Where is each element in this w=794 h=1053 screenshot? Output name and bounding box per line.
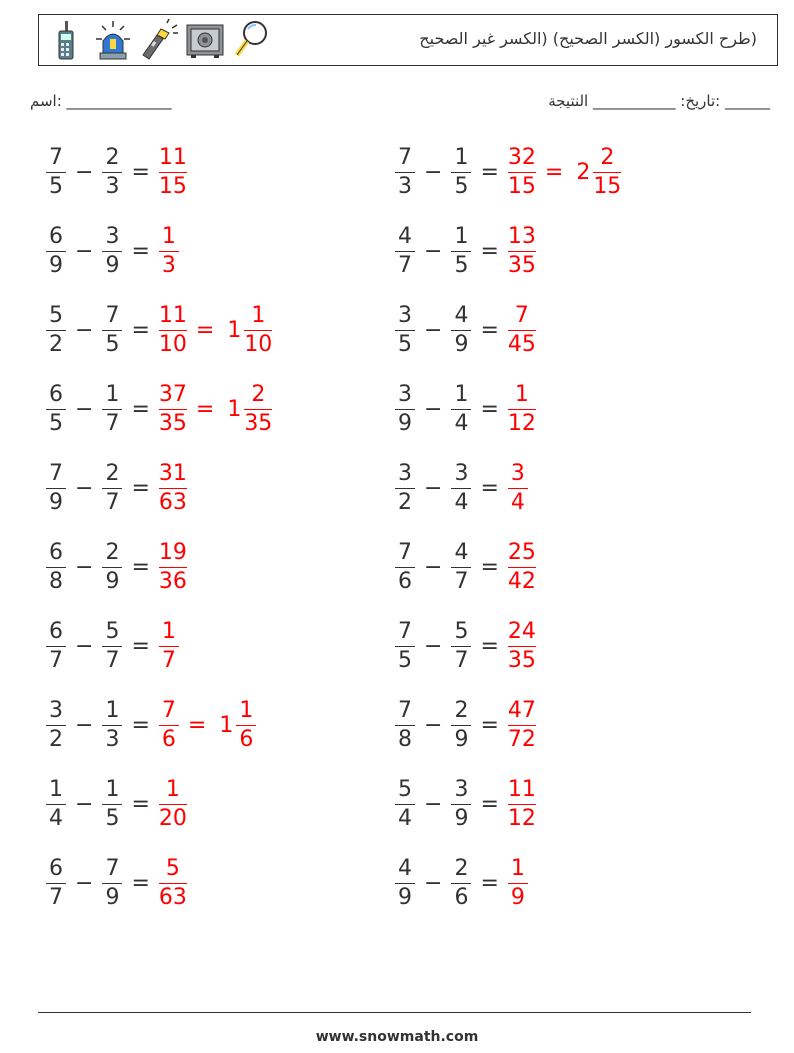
denominator: 2 <box>49 331 63 357</box>
equals-sign: = <box>480 554 499 580</box>
numerator: 7 <box>161 697 176 723</box>
numerator: 11 <box>507 776 536 802</box>
numerator: 2 <box>454 855 469 881</box>
minus-sign: − <box>75 317 94 343</box>
date-score-field: ______ :تاريخ: ___________ النتيجة <box>548 92 770 110</box>
denominator: 5 <box>49 173 63 199</box>
denominator: 5 <box>454 252 469 278</box>
equals-sign: = <box>131 791 150 817</box>
equals-sign: = <box>480 870 499 896</box>
numerator: 7 <box>398 697 412 723</box>
fraction <box>449 381 473 436</box>
mixed-whole: 1 <box>227 317 242 343</box>
fraction <box>100 381 124 436</box>
numerator: 5 <box>454 618 469 644</box>
fraction <box>242 302 274 357</box>
fraction <box>449 302 473 357</box>
footer-divider <box>38 1012 751 1013</box>
fraction <box>100 144 124 199</box>
fraction <box>242 381 274 436</box>
fraction <box>449 855 473 910</box>
equals-sign: = <box>131 317 150 343</box>
fraction <box>506 776 538 831</box>
minus-sign: − <box>424 791 443 817</box>
numerator: 3 <box>398 381 412 407</box>
fraction <box>44 539 68 594</box>
fraction <box>506 381 538 436</box>
numerator: 31 <box>158 460 187 486</box>
numerator: 2 <box>251 381 266 407</box>
denominator: 2 <box>398 489 412 515</box>
problem <box>44 772 189 836</box>
equals-sign: = <box>480 475 499 501</box>
fraction <box>100 539 124 594</box>
fraction <box>44 776 68 831</box>
denominator: 7 <box>398 252 412 278</box>
denominator: 35 <box>158 410 187 436</box>
numerator: 3 <box>454 776 469 802</box>
denominator: 5 <box>454 173 469 199</box>
problem <box>44 851 189 915</box>
fraction <box>157 302 189 357</box>
minus-sign: − <box>75 554 94 580</box>
numerator: 24 <box>507 618 536 644</box>
header-icons <box>47 19 271 61</box>
numerator: 2 <box>105 539 120 565</box>
problem <box>393 377 538 441</box>
denominator: 5 <box>105 331 120 357</box>
equals-sign: = <box>131 159 150 185</box>
numerator: 1 <box>251 302 266 328</box>
footer-url: www.snowmath.com <box>315 1029 479 1045</box>
denominator: 10 <box>244 331 273 357</box>
denominator: 7 <box>105 489 120 515</box>
equals-sign: = <box>187 712 207 738</box>
numerator: 7 <box>105 302 120 328</box>
fraction <box>506 539 538 594</box>
numerator: 7 <box>105 855 120 881</box>
fraction <box>449 223 473 278</box>
equals-sign: = <box>131 870 150 896</box>
siren-icon <box>93 19 133 61</box>
problem <box>44 140 189 204</box>
denominator: 9 <box>454 331 469 357</box>
minus-sign: − <box>424 712 443 738</box>
numerator: 2 <box>454 697 469 723</box>
denominator: 6 <box>239 726 254 752</box>
numerator: 1 <box>239 697 254 723</box>
fraction <box>393 144 417 199</box>
numerator: 1 <box>105 776 120 802</box>
fraction <box>100 697 124 752</box>
numerator: 1 <box>514 381 529 407</box>
denominator: 9 <box>105 884 120 910</box>
denominator: 4 <box>454 489 469 515</box>
denominator: 9 <box>454 805 469 831</box>
problem <box>44 535 189 599</box>
fraction <box>393 460 417 515</box>
fraction <box>591 144 623 199</box>
numerator: 4 <box>398 223 412 249</box>
fraction <box>449 618 473 673</box>
numerator: 7 <box>49 460 63 486</box>
denominator: 3 <box>105 173 120 199</box>
fraction <box>449 697 473 752</box>
fraction <box>506 697 538 752</box>
minus-sign: − <box>424 554 443 580</box>
denominator: 7 <box>454 647 469 673</box>
denominator: 9 <box>398 884 412 910</box>
walkie-talkie-icon <box>47 19 87 61</box>
numerator: 6 <box>49 223 63 249</box>
equals-sign: = <box>131 238 150 264</box>
denominator: 12 <box>507 410 536 436</box>
numerator: 4 <box>398 855 412 881</box>
fraction <box>393 697 417 752</box>
denominator: 6 <box>398 568 412 594</box>
numerator: 2 <box>600 144 615 170</box>
problem <box>393 693 538 757</box>
fraction <box>157 223 181 278</box>
problem <box>393 298 538 362</box>
denominator: 9 <box>49 252 63 278</box>
minus-sign: − <box>424 159 443 185</box>
denominator: 2 <box>49 726 63 752</box>
numerator: 5 <box>398 776 412 802</box>
denominator: 5 <box>398 331 412 357</box>
fraction <box>100 618 124 673</box>
fraction <box>506 460 530 515</box>
minus-sign: − <box>424 317 443 343</box>
numerator: 4 <box>454 302 469 328</box>
fraction <box>44 618 68 673</box>
denominator: 4 <box>454 410 469 436</box>
problem <box>393 140 623 204</box>
denominator: 5 <box>105 805 120 831</box>
fraction <box>449 460 473 515</box>
fraction <box>449 539 473 594</box>
equals-sign: = <box>480 633 499 659</box>
numerator: 5 <box>165 855 180 881</box>
name-field: اسم: ______________ <box>30 92 172 110</box>
numerator: 7 <box>398 144 412 170</box>
minus-sign: − <box>424 475 443 501</box>
fraction <box>393 618 417 673</box>
denominator: 72 <box>507 726 536 752</box>
denominator: 15 <box>158 173 187 199</box>
fraction <box>100 460 124 515</box>
equals-sign: = <box>544 159 564 185</box>
denominator: 7 <box>454 568 469 594</box>
equals-sign: = <box>131 396 150 422</box>
flashlight-icon <box>139 19 179 61</box>
problem <box>393 614 538 678</box>
minus-sign: − <box>424 633 443 659</box>
fraction <box>157 539 189 594</box>
denominator: 35 <box>507 647 536 673</box>
denominator: 20 <box>158 805 187 831</box>
numerator: 1 <box>454 144 469 170</box>
denominator: 42 <box>507 568 536 594</box>
fraction <box>393 223 417 278</box>
minus-sign: − <box>75 159 94 185</box>
fraction <box>44 302 68 357</box>
numerator: 3 <box>454 460 469 486</box>
fraction <box>44 381 68 436</box>
numerator: 1 <box>165 776 180 802</box>
equals-sign: = <box>480 791 499 817</box>
denominator: 3 <box>398 173 412 199</box>
fraction <box>506 855 530 910</box>
numerator: 1 <box>161 618 176 644</box>
numerator: 1 <box>454 381 469 407</box>
denominator: 3 <box>161 252 176 278</box>
problem <box>393 851 530 915</box>
denominator: 9 <box>398 410 412 436</box>
numerator: 3 <box>510 460 525 486</box>
minus-sign: − <box>75 238 94 264</box>
equals-sign: = <box>195 317 215 343</box>
problem <box>393 456 530 520</box>
denominator: 15 <box>593 173 622 199</box>
numerator: 6 <box>49 539 63 565</box>
minus-sign: − <box>424 870 443 896</box>
fraction <box>157 697 181 752</box>
fraction <box>393 302 417 357</box>
mixed-whole: 1 <box>219 712 234 738</box>
fraction <box>393 539 417 594</box>
magnifier-icon <box>231 19 271 61</box>
numerator: 11 <box>158 144 187 170</box>
denominator: 7 <box>161 647 176 673</box>
numerator: 13 <box>507 223 536 249</box>
problem <box>44 456 189 520</box>
fraction <box>44 223 68 278</box>
numerator: 6 <box>49 381 63 407</box>
denominator: 5 <box>49 410 63 436</box>
mixed-whole: 2 <box>576 159 591 185</box>
fraction <box>44 144 68 199</box>
numerator: 1 <box>454 223 469 249</box>
numerator: 7 <box>398 539 412 565</box>
fraction <box>506 618 538 673</box>
problem <box>393 535 538 599</box>
fraction <box>506 302 538 357</box>
fraction <box>100 855 124 910</box>
fraction <box>157 618 181 673</box>
numerator: 7 <box>514 302 529 328</box>
denominator: 35 <box>507 252 536 278</box>
fraction <box>157 144 189 199</box>
denominator: 8 <box>398 726 412 752</box>
fraction <box>393 776 417 831</box>
denominator: 4 <box>398 805 412 831</box>
equals-sign: = <box>131 712 150 738</box>
equals-sign: = <box>480 396 499 422</box>
numerator: 19 <box>158 539 187 565</box>
numerator: 32 <box>507 144 536 170</box>
denominator: 7 <box>49 884 63 910</box>
fraction <box>157 776 189 831</box>
numerator: 37 <box>158 381 187 407</box>
numerator: 1 <box>105 697 120 723</box>
worksheet-title: (طرح الكسور (الكسر الصحيح) (الكسر غير الصحيح <box>419 29 757 48</box>
minus-sign: − <box>75 870 94 896</box>
fraction <box>157 855 189 910</box>
problem <box>44 219 181 283</box>
denominator: 10 <box>158 331 187 357</box>
numerator: 3 <box>398 302 412 328</box>
numerator: 7 <box>398 618 412 644</box>
denominator: 6 <box>454 884 469 910</box>
equals-sign: = <box>480 317 499 343</box>
denominator: 5 <box>398 647 412 673</box>
problem <box>44 693 258 757</box>
numerator: 3 <box>105 223 120 249</box>
numerator: 3 <box>398 460 412 486</box>
denominator: 9 <box>510 884 525 910</box>
fraction <box>100 776 124 831</box>
fraction <box>506 144 538 199</box>
safe-icon <box>185 19 225 61</box>
header-box <box>38 14 778 66</box>
numerator: 1 <box>510 855 525 881</box>
numerator: 4 <box>454 539 469 565</box>
denominator: 9 <box>49 489 63 515</box>
denominator: 12 <box>507 805 536 831</box>
denominator: 63 <box>158 884 187 910</box>
fraction <box>44 460 68 515</box>
denominator: 36 <box>158 568 187 594</box>
minus-sign: − <box>75 396 94 422</box>
denominator: 4 <box>49 805 63 831</box>
numerator: 11 <box>158 302 187 328</box>
denominator: 35 <box>244 410 273 436</box>
fraction <box>234 697 258 752</box>
equals-sign: = <box>480 712 499 738</box>
denominator: 6 <box>161 726 176 752</box>
numerator: 2 <box>105 460 120 486</box>
fraction <box>393 855 417 910</box>
fraction <box>449 776 473 831</box>
denominator: 9 <box>105 252 120 278</box>
denominator: 3 <box>105 726 120 752</box>
numerator: 6 <box>49 855 63 881</box>
minus-sign: − <box>75 475 94 501</box>
equals-sign: = <box>131 633 150 659</box>
denominator: 9 <box>105 568 120 594</box>
minus-sign: − <box>424 396 443 422</box>
numerator: 1 <box>49 776 63 802</box>
minus-sign: − <box>424 238 443 264</box>
problem <box>393 772 538 836</box>
fraction <box>157 381 189 436</box>
numerator: 3 <box>49 697 63 723</box>
equals-sign: = <box>131 554 150 580</box>
fraction <box>100 223 124 278</box>
fraction <box>44 855 68 910</box>
numerator: 5 <box>105 618 120 644</box>
minus-sign: − <box>75 633 94 659</box>
denominator: 7 <box>49 647 63 673</box>
equals-sign: = <box>480 238 499 264</box>
problem <box>44 377 274 441</box>
minus-sign: − <box>75 712 94 738</box>
denominator: 15 <box>507 173 536 199</box>
denominator: 8 <box>49 568 63 594</box>
equals-sign: = <box>131 475 150 501</box>
fraction <box>449 144 473 199</box>
numerator: 2 <box>105 144 120 170</box>
fraction <box>44 697 68 752</box>
problem <box>44 298 274 362</box>
numerator: 5 <box>49 302 63 328</box>
equals-sign: = <box>195 396 215 422</box>
denominator: 63 <box>158 489 187 515</box>
mixed-whole: 1 <box>227 396 242 422</box>
denominator: 7 <box>105 410 120 436</box>
numerator: 1 <box>161 223 176 249</box>
numerator: 47 <box>507 697 536 723</box>
equals-sign: = <box>480 159 499 185</box>
numerator: 7 <box>49 144 63 170</box>
denominator: 45 <box>507 331 536 357</box>
numerator: 25 <box>507 539 536 565</box>
numerator: 1 <box>105 381 120 407</box>
denominator: 9 <box>454 726 469 752</box>
fraction <box>157 460 189 515</box>
numerator: 6 <box>49 618 63 644</box>
fraction <box>393 381 417 436</box>
minus-sign: − <box>75 791 94 817</box>
problem <box>393 219 538 283</box>
denominator: 4 <box>510 489 525 515</box>
fraction <box>506 223 538 278</box>
denominator: 7 <box>105 647 120 673</box>
problem <box>44 614 181 678</box>
fraction <box>100 302 124 357</box>
